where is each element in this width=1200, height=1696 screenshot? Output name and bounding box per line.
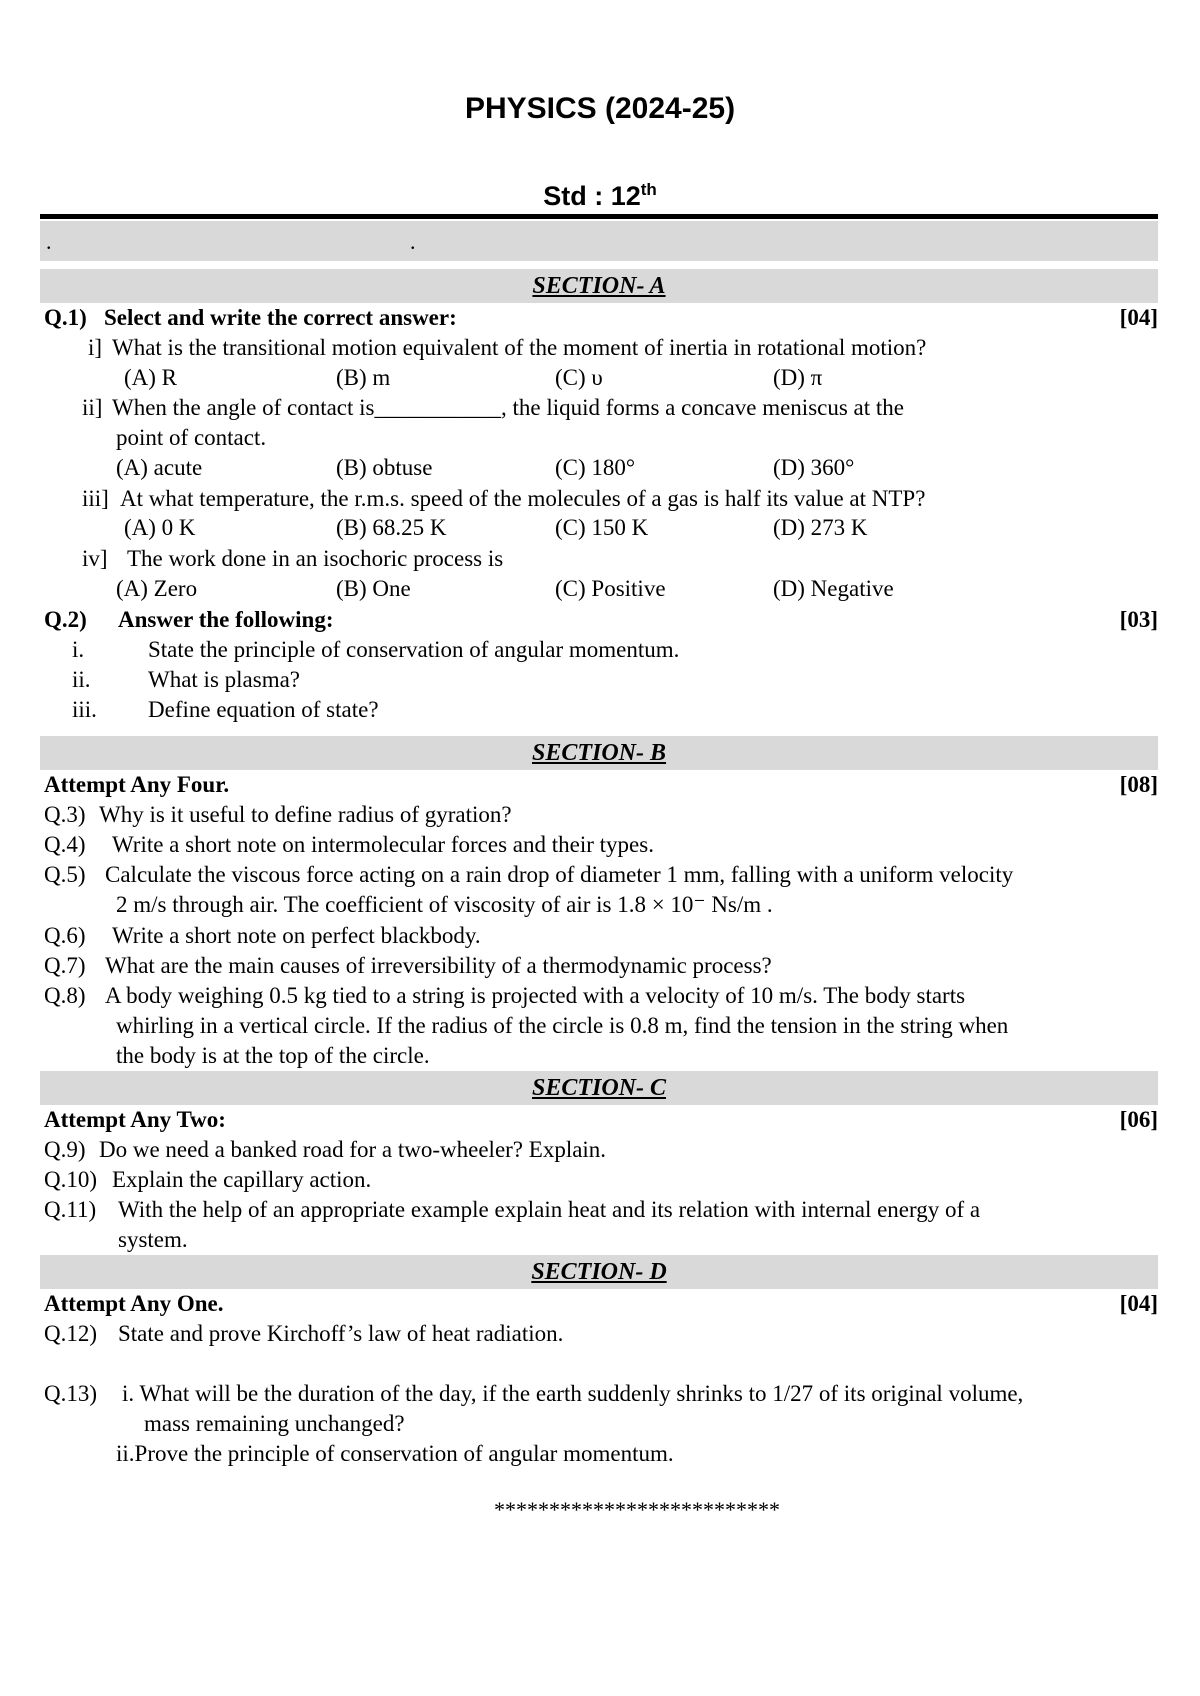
q2-iii-text: Define equation of state?: [148, 697, 379, 722]
section-d-heading: SECTION- D: [40, 1255, 1158, 1289]
q1-ii-num: ii]: [82, 395, 103, 420]
q2-i-num: i.: [72, 637, 85, 662]
q13-text-cont: mass remaining unchanged?: [144, 1411, 405, 1436]
q5-text-cont: 2 m/s through air. The coefficient of viscosity of air is 1.8 × 10⁻ Ns/m .: [116, 892, 773, 917]
q1-ii-text-cont: point of contact.: [116, 425, 267, 450]
q8-text-cont2: the body is at the top of the circle.: [116, 1043, 430, 1068]
q1-ii-option-b: (B) obtuse: [336, 455, 433, 480]
q2-ii-text: What is plasma?: [148, 667, 301, 692]
standard-text: Std : 12: [543, 181, 641, 211]
q1-iv-option-a: (A) Zero: [116, 576, 198, 601]
q1-i-option-b: (B) m: [336, 365, 391, 390]
q7-text: What are the main causes of irreversibility of a thermodynamic process?: [105, 953, 772, 978]
q3-text: Why is it useful to define radius of gyration?: [99, 802, 512, 827]
q3-label: Q.3): [44, 802, 86, 827]
q6-label: Q.6): [44, 923, 86, 948]
q1-iv-num: iv]: [82, 546, 108, 571]
q2-ii-num: ii.: [72, 667, 91, 692]
q5-label: Q.5): [44, 862, 86, 887]
q1-iv-option-c: (C) Positive: [555, 576, 666, 601]
info-bar: [40, 221, 1158, 261]
q2-i-text: State the principle of conservation of angular momentum.: [148, 637, 680, 662]
q12-text: State and prove Kirchoff’s law of heat radiation.: [118, 1321, 564, 1346]
q2-iii-num: iii.: [72, 697, 97, 722]
q10-text: Explain the capillary action.: [112, 1167, 372, 1192]
standard-label: [0, 180, 1200, 212]
section-b-marks: [08]: [1119, 772, 1158, 797]
section-b-heading: SECTION- B: [40, 736, 1158, 770]
q1-label: Q.1): [44, 305, 87, 330]
q1-iv-text: The work done in an isochoric process is: [127, 546, 504, 571]
section-c-heading: SECTION- C: [40, 1071, 1158, 1105]
q11-label: Q.11): [44, 1197, 97, 1222]
q1-iii-option-c: (C) 150 K: [555, 515, 649, 540]
q1-i-option-d: (D) π: [773, 365, 823, 390]
q1-iv-option-b: (B) One: [336, 576, 411, 601]
q13-text: i. What will be the duration of the day, if the earth suddenly shrinks to 1/27 of its original volume,: [122, 1381, 1024, 1406]
header-rule: [40, 214, 1158, 219]
q1-iv-option-d: (D) Negative: [773, 576, 894, 601]
q1-ii-option-c: (C) 180°: [555, 455, 636, 480]
paper-title: PHYSICS (2024-25): [464, 92, 736, 125]
q1-marks: [04]: [1119, 305, 1158, 330]
q7-label: Q.7): [44, 953, 86, 978]
section-d-marks: [04]: [1119, 1291, 1158, 1316]
end-marker: **************************: [494, 1497, 780, 1522]
q1-i-option-c: (C) υ: [555, 365, 603, 390]
q10-label: Q.10): [44, 1167, 98, 1192]
q1-iii-option-a: (A) 0 K: [124, 515, 196, 540]
q12-label: Q.12): [44, 1321, 98, 1346]
q1-i-num: i]: [88, 335, 103, 360]
q1-i-option-a: (A) R: [124, 365, 178, 390]
q6-text: Write a short note on perfect blackbody.: [112, 923, 481, 948]
q11-text-cont: system.: [118, 1227, 188, 1252]
q2-marks: [03]: [1119, 607, 1158, 632]
q1-i-text: What is the transitional motion equivalent of the moment of inertia in rotational motion?: [112, 335, 927, 360]
q1-iii-text: At what temperature, the r.m.s. speed of the molecules of a gas is half its value at NTP?: [120, 486, 926, 511]
q4-label: Q.4): [44, 832, 86, 857]
section-c-marks: [06]: [1119, 1107, 1158, 1132]
info-dot-left: .: [46, 229, 52, 254]
info-dot-mid: .: [410, 229, 416, 254]
q9-text: Do we need a banked road for a two-wheeler? Explain.: [99, 1137, 607, 1162]
standard-sup: th: [640, 180, 657, 199]
q8-label: Q.8): [44, 983, 86, 1008]
section-b-instruction: Attempt Any Four.: [44, 772, 230, 797]
q1-ii-option-a: (A) acute: [116, 455, 203, 480]
q1-text: Select and write the correct answer:: [104, 305, 457, 330]
q1-iii-num: iii]: [82, 486, 109, 511]
q2-label: Q.2): [44, 607, 87, 632]
q13-part-ii: ii.Prove the principle of conservation of angular momentum.: [116, 1441, 674, 1466]
q5-text: Calculate the viscous force acting on a rain drop of diameter 1 mm, falling with a uniform velocity: [105, 862, 1014, 887]
section-c-instruction: Attempt Any Two:: [44, 1107, 226, 1132]
q8-text-cont1: whirling in a vertical circle. If the radius of the circle is 0.8 m, find the tension in the string when: [116, 1013, 1009, 1038]
q1-iii-option-b: (B) 68.25 K: [336, 515, 447, 540]
q1-ii-option-d: (D) 360°: [773, 455, 855, 480]
q1-ii-text: When the angle of contact is___________, the liquid forms a concave meniscus at the: [112, 395, 904, 420]
q8-text: A body weighing 0.5 kg tied to a string is projected with a velocity of 10 m/s. The body starts: [105, 983, 966, 1008]
q1-iii-option-d: (D) 273 K: [773, 515, 868, 540]
q11-text: With the help of an appropriate example explain heat and its relation with internal energy of a: [118, 1197, 981, 1222]
q13-label: Q.13): [44, 1381, 98, 1406]
q4-text: Write a short note on intermolecular forces and their types.: [112, 832, 654, 857]
section-d-instruction: Attempt Any One.: [44, 1291, 224, 1316]
q2-text: Answer the following:: [118, 607, 334, 632]
q9-label: Q.9): [44, 1137, 86, 1162]
section-a-heading: SECTION- A: [40, 269, 1158, 303]
